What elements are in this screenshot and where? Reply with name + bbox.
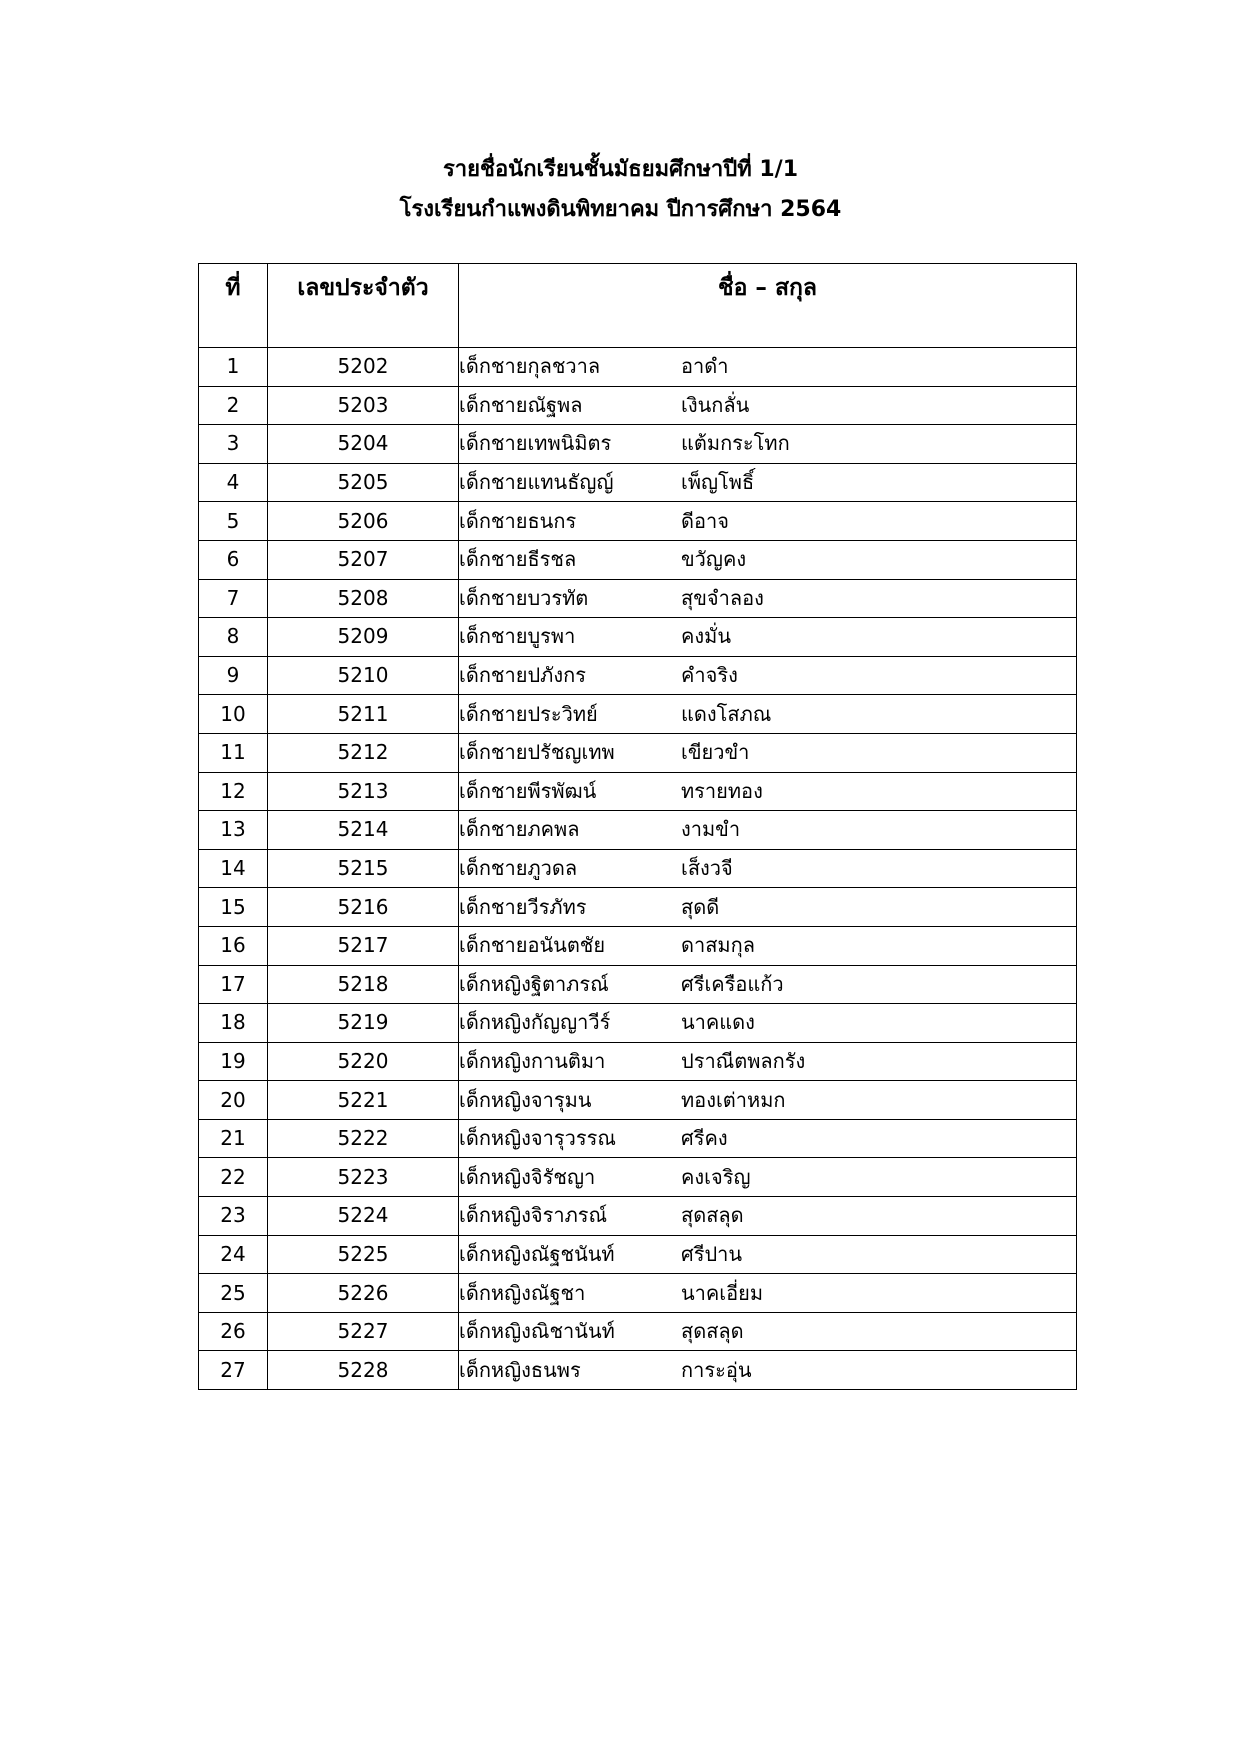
student-id: 5213 (268, 772, 459, 811)
student-name-cell (459, 1158, 1077, 1197)
student-last-name: งามขำ (681, 817, 741, 842)
student-first-name: เด็กหญิงธนพร (459, 1357, 581, 1382)
student-id: 5225 (268, 1235, 459, 1274)
student-last-name: เขียวขำ (681, 740, 750, 765)
student-id: 5222 (268, 1119, 459, 1158)
row-number: 5 (199, 502, 268, 541)
table-row (199, 348, 1077, 387)
row-number: 1 (199, 348, 268, 387)
student-last-name: ดาสมกุล (681, 933, 755, 958)
student-id: 5206 (268, 502, 459, 541)
student-id: 5226 (268, 1274, 459, 1313)
table-row (199, 695, 1077, 734)
table-row (199, 1312, 1077, 1351)
student-first-name: เด็กหญิงจิราภรณ์ (459, 1203, 608, 1228)
table-row (199, 965, 1077, 1004)
table-row (199, 1197, 1077, 1236)
student-first-name: เด็กชายวีรภัทร (459, 894, 587, 919)
student-name-cell (459, 695, 1077, 734)
student-id: 5227 (268, 1312, 459, 1351)
student-last-name: นาคเอี่ยม (681, 1280, 764, 1305)
row-number: 26 (199, 1312, 268, 1351)
student-first-name: เด็กชายปรัชญเทพ (459, 740, 615, 765)
student-name-cell (459, 926, 1077, 965)
student-last-name: แดงโสภณ (681, 701, 772, 726)
student-name-cell (459, 540, 1077, 579)
student-last-name: นาคแดง (681, 1010, 755, 1035)
student-name-cell (459, 1081, 1077, 1120)
row-number: 2 (199, 386, 268, 425)
student-id: 5204 (268, 425, 459, 464)
student-last-name: เส็งวจี (681, 856, 733, 881)
student-name-cell (459, 579, 1077, 618)
row-number: 6 (199, 540, 268, 579)
student-name-cell (459, 425, 1077, 464)
row-number: 8 (199, 618, 268, 657)
student-name-cell (459, 811, 1077, 850)
student-last-name: สุขจำลอง (681, 585, 764, 610)
table-row (199, 540, 1077, 579)
table-row (199, 386, 1077, 425)
row-number: 20 (199, 1081, 268, 1120)
student-name-cell (459, 1235, 1077, 1274)
row-number: 15 (199, 888, 268, 927)
header-no: ที่ (199, 264, 268, 348)
student-last-name: ศรีคง (681, 1126, 728, 1151)
table-row (199, 425, 1077, 464)
student-name-cell (459, 849, 1077, 888)
student-last-name: ศรีปาน (681, 1241, 743, 1266)
student-first-name: เด็กหญิงณัฐชนันท์ (459, 1241, 615, 1266)
row-number: 11 (199, 733, 268, 772)
student-name-cell (459, 463, 1077, 502)
table-row (199, 1081, 1077, 1120)
student-first-name: เด็กชายประวิทย์ (459, 701, 598, 726)
student-first-name: เด็กชายธีรชล (459, 547, 577, 572)
student-last-name: แต้มกระโทก (681, 431, 790, 456)
student-first-name: เด็กหญิงกานติมา (459, 1048, 606, 1073)
student-id: 5221 (268, 1081, 459, 1120)
student-name-cell (459, 1197, 1077, 1236)
student-name-cell (459, 772, 1077, 811)
title-line-class: รายชื่อนักเรียนชั้นมัธยมศึกษาปีที่ 1/1 (442, 157, 799, 182)
row-number: 9 (199, 656, 268, 695)
student-name-cell (459, 656, 1077, 695)
table-row (199, 888, 1077, 927)
header-student-id: เลขประจำตัว (268, 264, 459, 348)
student-id: 5211 (268, 695, 459, 734)
student-last-name: การะอุ่น (681, 1357, 752, 1382)
table-row (199, 1351, 1077, 1390)
student-id: 5210 (268, 656, 459, 695)
student-last-name: คงเจริญ (681, 1164, 751, 1189)
student-first-name: เด็กชายภคพล (459, 817, 580, 842)
row-number: 7 (199, 579, 268, 618)
table-row (199, 502, 1077, 541)
student-first-name: เด็กชายปภังกร (459, 663, 586, 688)
student-name-cell (459, 348, 1077, 387)
student-first-name: เด็กชายณัฐพล (459, 392, 583, 417)
table-row (199, 618, 1077, 657)
student-id: 5216 (268, 888, 459, 927)
student-last-name: สุดสลุด (681, 1203, 744, 1228)
student-first-name: เด็กหญิงณิชานันท์ (459, 1319, 615, 1344)
student-name-cell (459, 386, 1077, 425)
table-row (199, 733, 1077, 772)
student-last-name: ขวัญคง (681, 547, 747, 572)
student-id: 5212 (268, 733, 459, 772)
table-header-row (199, 264, 1077, 348)
student-id: 5208 (268, 579, 459, 618)
student-last-name: คงมั่น (681, 624, 731, 649)
row-number: 14 (199, 849, 268, 888)
student-id: 5217 (268, 926, 459, 965)
student-id: 5223 (268, 1158, 459, 1197)
table-row (199, 1004, 1077, 1043)
student-name-cell (459, 1312, 1077, 1351)
table-row (199, 579, 1077, 618)
row-number: 13 (199, 811, 268, 850)
student-first-name: เด็กหญิงจารุมน (459, 1087, 592, 1112)
student-id: 5224 (268, 1197, 459, 1236)
student-id: 5202 (268, 348, 459, 387)
student-last-name: อาดำ (681, 354, 729, 379)
table-row (199, 463, 1077, 502)
student-first-name: เด็กชายแทนธัญญ์ (459, 470, 614, 495)
student-id: 5209 (268, 618, 459, 657)
student-first-name: เด็กชายอนันตชัย (459, 933, 606, 958)
table-row (199, 811, 1077, 850)
student-first-name: เด็กชายบูรพา (459, 624, 576, 649)
table-row (199, 656, 1077, 695)
student-first-name: เด็กชายพีรพัฒน์ (459, 778, 597, 803)
table-row (199, 1235, 1077, 1274)
student-first-name: เด็กชายกุลชวาล (459, 354, 601, 379)
row-number: 10 (199, 695, 268, 734)
student-id: 5228 (268, 1351, 459, 1390)
student-last-name: คำจริง (681, 663, 738, 688)
row-number: 22 (199, 1158, 268, 1197)
header-name: ชื่อ – สกุล (459, 264, 1077, 348)
student-last-name: ทรายทอง (681, 778, 763, 803)
student-first-name: เด็กหญิงจารุวรรณ (459, 1126, 616, 1151)
student-id: 5205 (268, 463, 459, 502)
row-number: 17 (199, 965, 268, 1004)
student-name-cell (459, 1004, 1077, 1043)
table-body (199, 348, 1077, 1390)
student-name-cell (459, 965, 1077, 1004)
student-name-cell (459, 502, 1077, 541)
student-first-name: เด็กชายบวรทัต (459, 585, 589, 610)
student-id: 5220 (268, 1042, 459, 1081)
student-id: 5214 (268, 811, 459, 850)
student-first-name: เด็กชายธนกร (459, 508, 577, 533)
student-id: 5219 (268, 1004, 459, 1043)
row-number: 27 (199, 1351, 268, 1390)
student-name-cell (459, 1351, 1077, 1390)
student-first-name: เด็กหญิงกัญญาวีร์ (459, 1010, 611, 1035)
title-line-school-year: โรงเรียนกำแพงดินพิทยาคม ปีการศึกษา 2564 (399, 197, 842, 222)
student-last-name: เงินกลั่น (681, 392, 750, 417)
table-row (199, 1042, 1077, 1081)
student-id: 5218 (268, 965, 459, 1004)
row-number: 12 (199, 772, 268, 811)
student-last-name: ดีอาจ (681, 508, 729, 533)
table-row (199, 1158, 1077, 1197)
student-first-name: เด็กหญิงจิรัชญา (459, 1164, 596, 1189)
row-number: 25 (199, 1274, 268, 1313)
student-last-name: สุดสลุด (681, 1319, 744, 1344)
row-number: 23 (199, 1197, 268, 1236)
student-id: 5215 (268, 849, 459, 888)
table-row (199, 1119, 1077, 1158)
row-number: 24 (199, 1235, 268, 1274)
row-number: 18 (199, 1004, 268, 1043)
document-title (0, 150, 1241, 230)
student-first-name: เด็กหญิงฐิตาภรณ์ (459, 971, 609, 996)
student-id: 5203 (268, 386, 459, 425)
student-first-name: เด็กชายภูวดล (459, 856, 578, 881)
student-id: 5207 (268, 540, 459, 579)
row-number: 19 (199, 1042, 268, 1081)
table-row (199, 849, 1077, 888)
row-number: 4 (199, 463, 268, 502)
row-number: 21 (199, 1119, 268, 1158)
student-name-cell (459, 1119, 1077, 1158)
table-row (199, 926, 1077, 965)
student-last-name: เพ็ญโพธิ์ (681, 470, 755, 495)
table-row (199, 772, 1077, 811)
student-name-cell (459, 1274, 1077, 1313)
student-name-cell (459, 733, 1077, 772)
student-name-cell (459, 888, 1077, 927)
student-last-name: สุดดี (681, 894, 720, 919)
row-number: 3 (199, 425, 268, 464)
student-first-name: เด็กหญิงณัฐชา (459, 1280, 586, 1305)
student-name-cell (459, 618, 1077, 657)
student-first-name: เด็กชายเทพนิมิตร (459, 431, 612, 456)
student-name-cell (459, 1042, 1077, 1081)
table-row (199, 1274, 1077, 1313)
student-last-name: ปราณีตพลกรัง (681, 1048, 806, 1073)
student-last-name: ทองเต่าหมก (681, 1087, 786, 1112)
student-roster-table (198, 263, 1077, 1390)
student-last-name: ศรีเครือแก้ว (681, 971, 784, 996)
row-number: 16 (199, 926, 268, 965)
